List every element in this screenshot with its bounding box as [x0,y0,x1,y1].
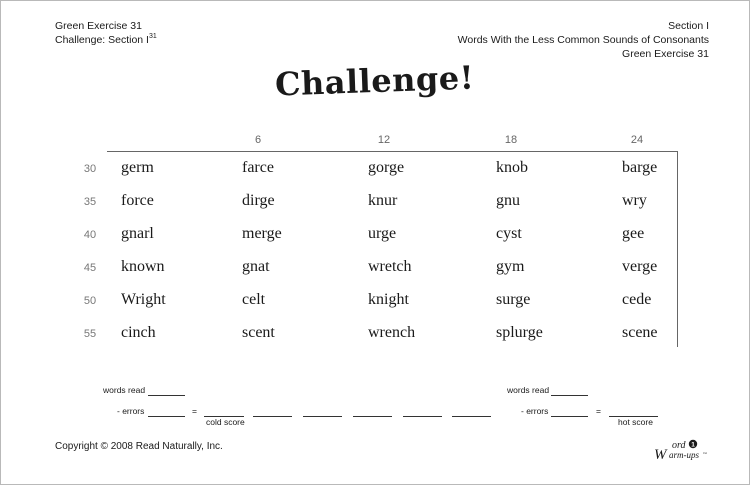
row-count: 40 [83,229,97,241]
word-cell: cyst [496,225,522,242]
svg-text:W: W [654,447,667,463]
word-cell: gym [496,258,525,275]
svg-text:™: ™ [703,451,707,456]
word-cell: gorge [368,159,405,176]
equals-sign-cold: = [192,406,197,416]
exercise-label: Green Exercise 31 [55,20,142,32]
word-cell: knight [368,291,409,308]
row-count: 45 [83,262,97,274]
word-cell: known [121,258,165,275]
word-cell: verge [622,258,658,275]
challenge-section-label: Challenge: Section $I^{31}$ [55,33,157,46]
word-cell: wretch [368,258,412,275]
grid-right-rule [677,151,678,347]
hot-score-label: hot score [618,417,653,427]
word-cell: knur [368,192,398,209]
word-cell: scene [622,324,658,341]
errors-blank-hot[interactable] [551,416,588,417]
word-cell: splurge [496,324,543,341]
practice-score-blank-5[interactable] [452,416,491,417]
exercise-label-right: Green Exercise 31 [622,48,709,60]
svg-text:arm-ups: arm-ups [669,450,700,460]
equals-sign-hot: = [596,406,601,416]
word-cell: merge [242,225,282,242]
errors-label-cold: - errors [117,406,145,416]
svg-text:1: 1 [691,441,695,449]
row-count: 35 [83,196,97,208]
word-cell: urge [368,225,397,242]
page-title: Challenge! [274,58,476,104]
word-cell: force [121,192,154,209]
copyright-notice: Copyright © 2008 Read Naturally, Inc. [55,441,223,452]
section-description: Words With the Less Common Sounds of Consonants [457,34,709,46]
word-cell: barge [622,159,658,176]
practice-score-blank-3[interactable] [353,416,392,417]
row-count: 55 [83,328,97,340]
header-left [55,19,157,47]
column-count: 12 [377,134,391,146]
word-warm-ups-logo [632,437,712,465]
word-cell: celt [242,291,266,308]
word-cell: cinch [121,324,156,341]
practice-score-blank-1[interactable] [253,416,292,417]
word-cell: farce [242,159,274,176]
column-count: 6 [254,134,262,146]
errors-blank-cold[interactable] [148,416,185,417]
word-cell: gnat [242,258,270,275]
words-read-blank-hot[interactable] [551,395,588,396]
column-count: 18 [504,134,518,146]
word-cell: germ [121,159,154,176]
word-cell: cede [622,291,652,308]
words-read-label-hot: words read [507,385,550,395]
grid-top-rule [107,151,678,152]
row-count: 50 [83,295,97,307]
words-read-blank-cold[interactable] [148,395,185,396]
word-cell: gnarl [121,225,154,242]
svg-text:ord: ord [672,440,686,451]
word-cell: Wright [121,291,166,308]
word-cell: wrench [368,324,416,341]
words-read-label-cold: words read [103,385,146,395]
word-cell: knob [496,159,528,176]
practice-score-blank-4[interactable] [403,416,442,417]
cold-score-label: cold score [206,417,245,427]
header-right [458,19,709,61]
word-cell: scent [242,324,275,341]
errors-label-hot: - errors [521,406,549,416]
section-label: Section I [668,20,709,32]
column-count: 24 [630,134,644,146]
word-cell: dirge [242,192,275,209]
word-cell: surge [496,291,531,308]
word-cell: wry [622,192,647,209]
word-cell: gee [622,225,645,242]
word-cell: gnu [496,192,520,209]
practice-score-blank-2[interactable] [303,416,342,417]
row-count: 30 [83,163,97,175]
